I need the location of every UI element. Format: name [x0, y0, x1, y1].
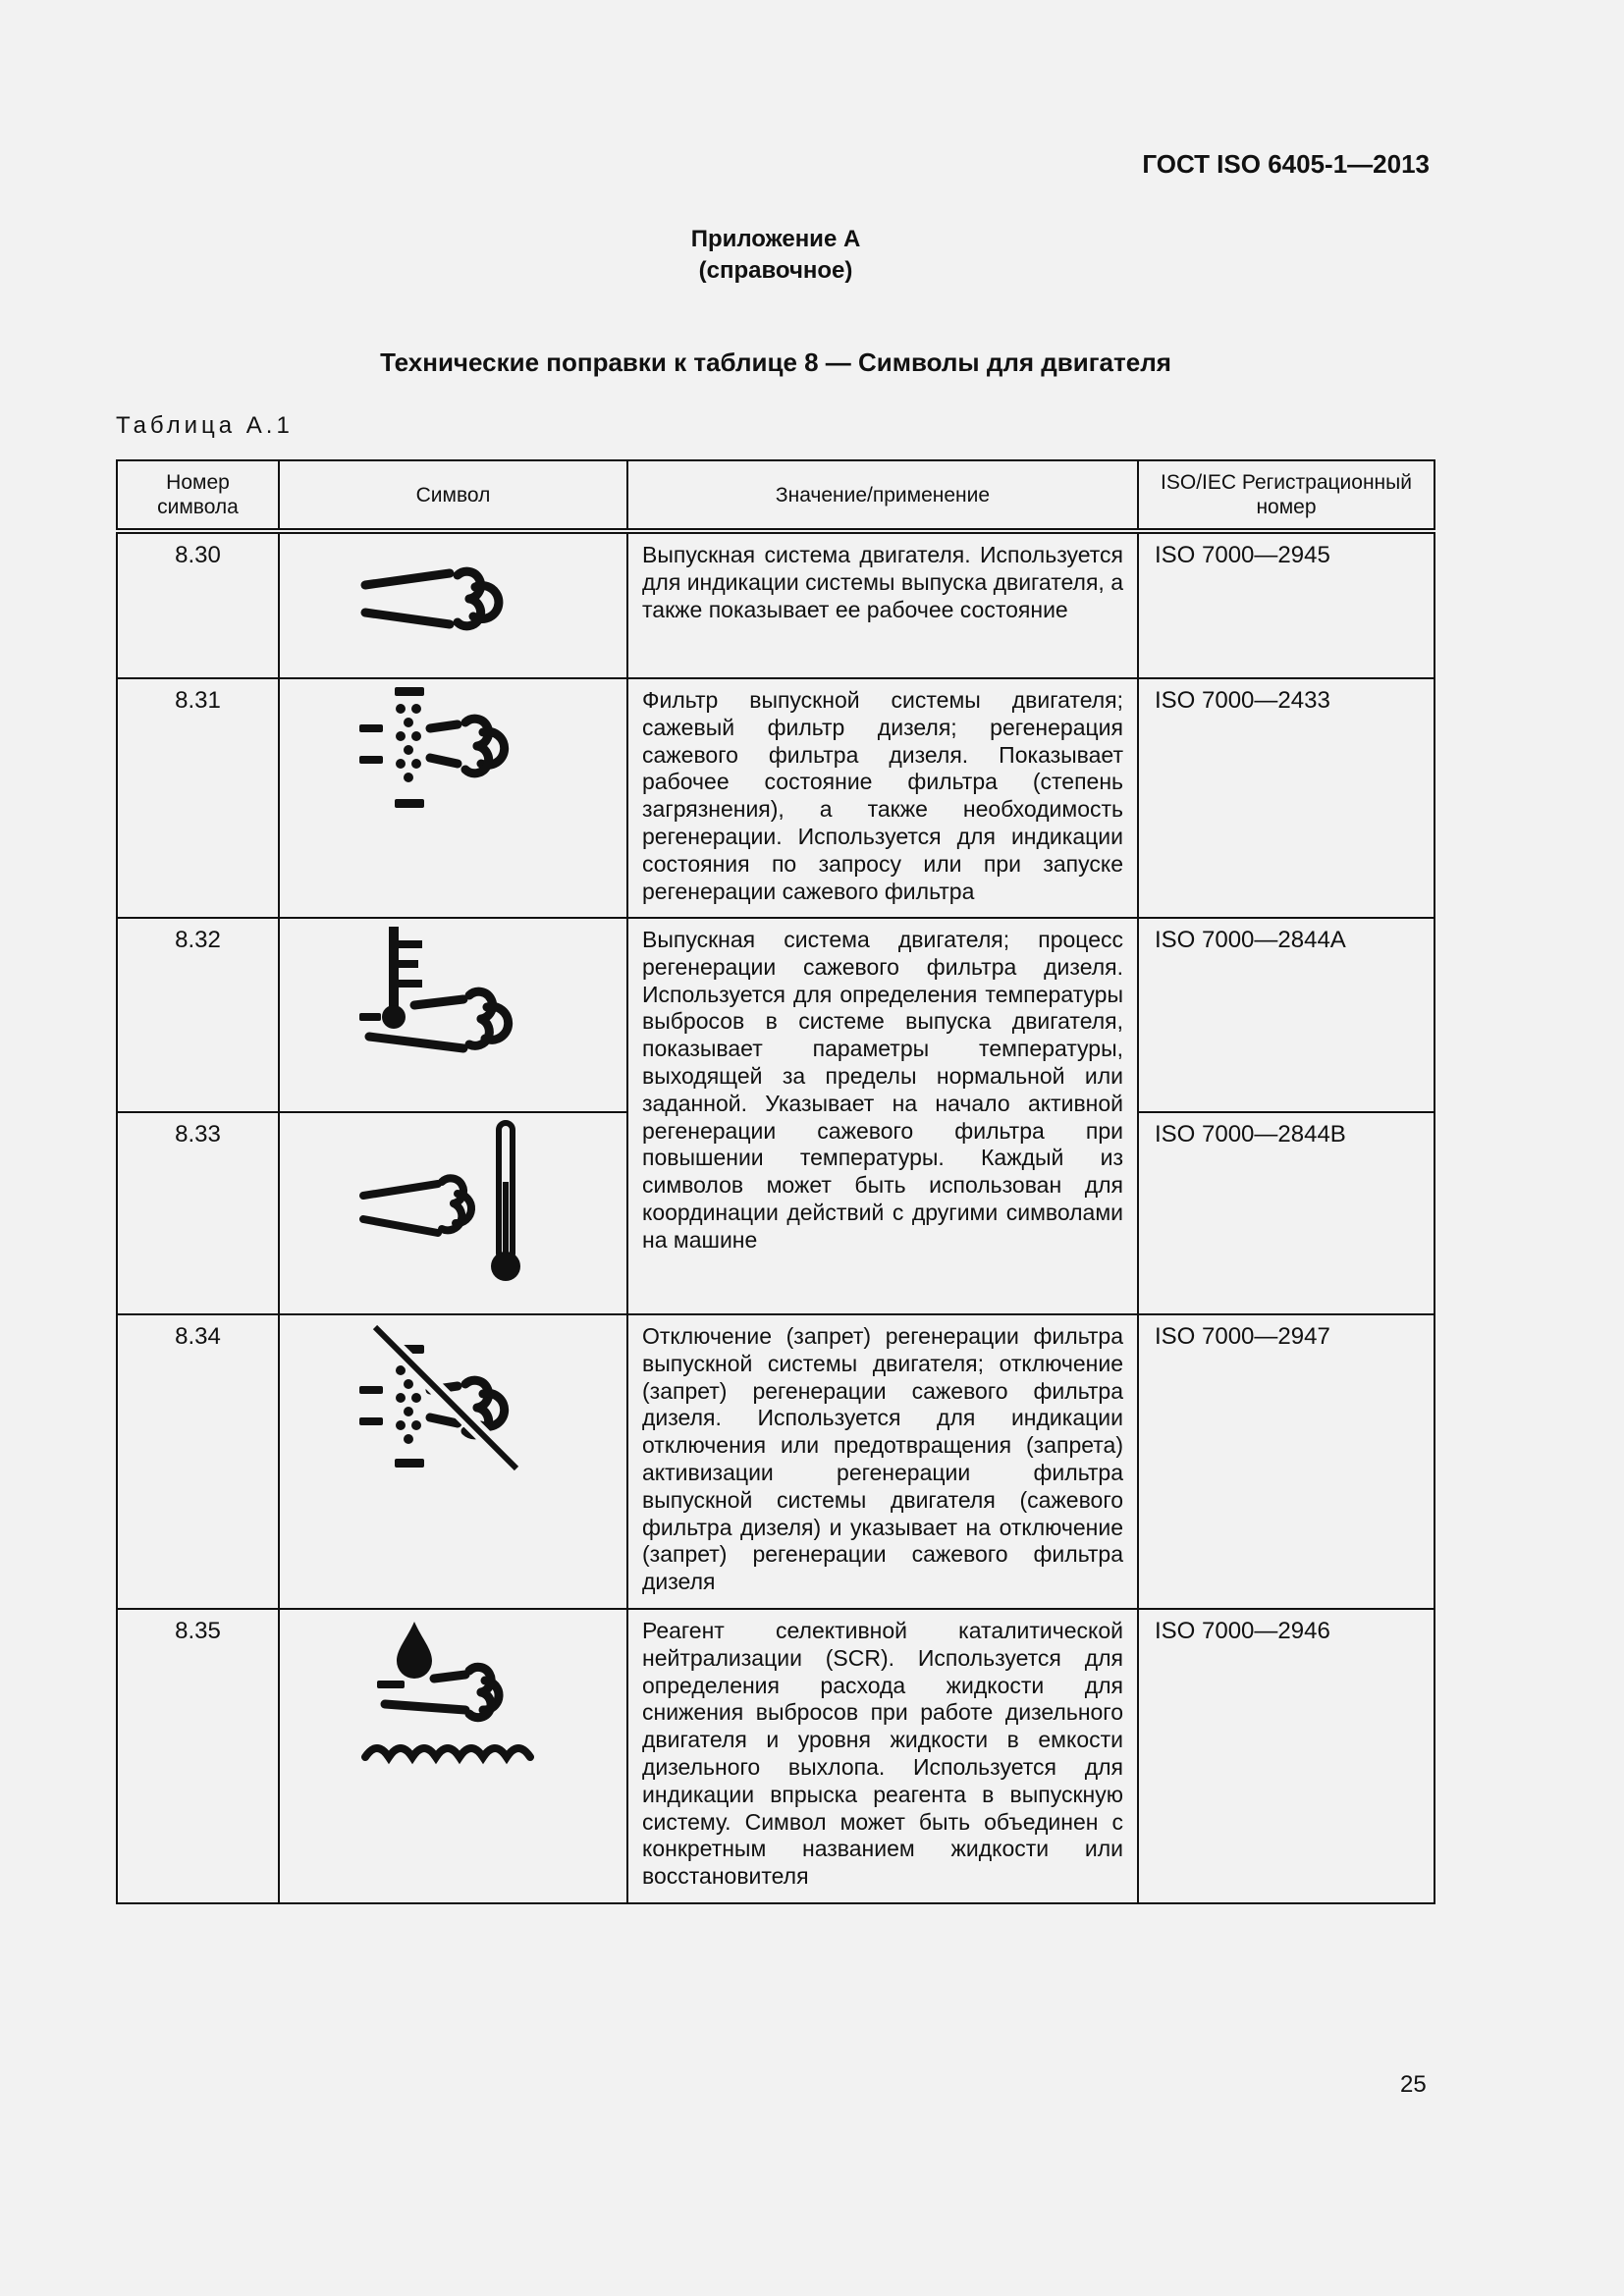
exhaust-high-temperature-icon: [355, 919, 552, 1066]
symbols-table: [116, 459, 1435, 1904]
symbol-number: 8.33: [117, 1112, 279, 1314]
table-row: [117, 1609, 1435, 1903]
scr-reagent-icon: [355, 1610, 552, 1777]
table-header-row: [117, 460, 1435, 531]
table-row: [117, 531, 1435, 678]
registration-number: ISO 7000—2844A: [1138, 918, 1435, 1112]
symbol-meaning: Реагент селективной каталитической нейтрализации (SCR). Используется для определения расхода жидкости для снижения выбросов при работе дизельного двигателя и уровня жидкости в емкости дизельного выхлопа. Используется для индикации впрыска реагента в выпускную систему. Символ может быть объединен с конкретным названием жидкости или восстановителя: [627, 1609, 1138, 1903]
symbol-cell: [279, 531, 627, 678]
table-row: [117, 918, 1435, 1112]
header-registration: ISO/IEC Регистрационный номер: [1138, 460, 1435, 531]
appendix-title: Приложение А: [690, 226, 861, 252]
table-row: [117, 1314, 1435, 1609]
standard-designation: ГОСТ ISO 6405-1—2013: [1142, 149, 1430, 179]
particulate-filter-icon: [355, 679, 552, 817]
exhaust-system-icon: [355, 534, 552, 671]
symbol-cell: [279, 1314, 627, 1609]
appendix-subtitle: (справочное): [698, 257, 853, 284]
symbol-meaning: Отключение (запрет) регенерации фильтра выпускной системы двигателя; отключение (запрет) регенерации сажевого фильтра дизеля. Используется для индикации отключения или предотвращения (запрета) активизации регенерации фильтра выпускной системы двигателя (сажевого фильтра дизеля) и указывает на отключение (запрет) регенерации сажевого фильтра дизеля: [627, 1314, 1138, 1609]
header-meaning: Значение/применение: [627, 460, 1138, 531]
symbol-number: 8.32: [117, 918, 279, 1112]
symbol-meaning: Выпускная система двигателя. Используется для индикации системы выпуска двигателя, а также показывает ее рабочее состояние: [627, 531, 1138, 678]
symbol-cell: [279, 1609, 627, 1903]
symbol-number: 8.34: [117, 1314, 279, 1609]
header-number: Номер символа: [117, 460, 279, 531]
symbol-number: 8.30: [117, 531, 279, 678]
appendix-heading: [0, 224, 1551, 287]
symbol-number: 8.31: [117, 678, 279, 918]
section-title: Технические поправки к таблице 8 — Символы для двигателя: [380, 347, 1171, 377]
symbol-number: 8.35: [117, 1609, 279, 1903]
exhaust-temperature-icon: [355, 1113, 552, 1290]
registration-number: ISO 7000—2947: [1138, 1314, 1435, 1609]
registration-number: ISO 7000—2433: [1138, 678, 1435, 918]
registration-number: ISO 7000—2946: [1138, 1609, 1435, 1903]
table-label: Таблица А.1: [116, 412, 294, 439]
symbol-meaning: Выпускная система двигателя; процесс регенерации сажевого фильтра дизеля. Используется для определения температуры выбросов в системе выпуска двигателя, показывает параметры температуры, выходящей за пределы нормальной или заданной. Указывает на начало активной регенерации сажевого фильтра при повышении температуры. Каждый из символов может быть использован для координации действий с другими символами на машине: [627, 918, 1138, 1314]
header-symbol: Символ: [279, 460, 627, 531]
registration-number: ISO 7000—2945: [1138, 531, 1435, 678]
registration-number: ISO 7000—2844B: [1138, 1112, 1435, 1314]
symbol-cell: [279, 918, 627, 1112]
page-number: 25: [1400, 2071, 1427, 2098]
table-row: [117, 678, 1435, 918]
symbol-meaning: Фильтр выпускной системы двигателя; сажевый фильтр дизеля; регенерация сажевого фильтра дизеля. Показывает рабочее состояние фильтра (степень загрязнения), а также необходимость регенерации. Используется для индикации состояния по запросу или при запуске регенерации сажевого фильтра: [627, 678, 1138, 918]
filter-regeneration-inhibit-icon: [355, 1315, 552, 1482]
symbol-cell: [279, 678, 627, 918]
symbol-cell: [279, 1112, 627, 1314]
